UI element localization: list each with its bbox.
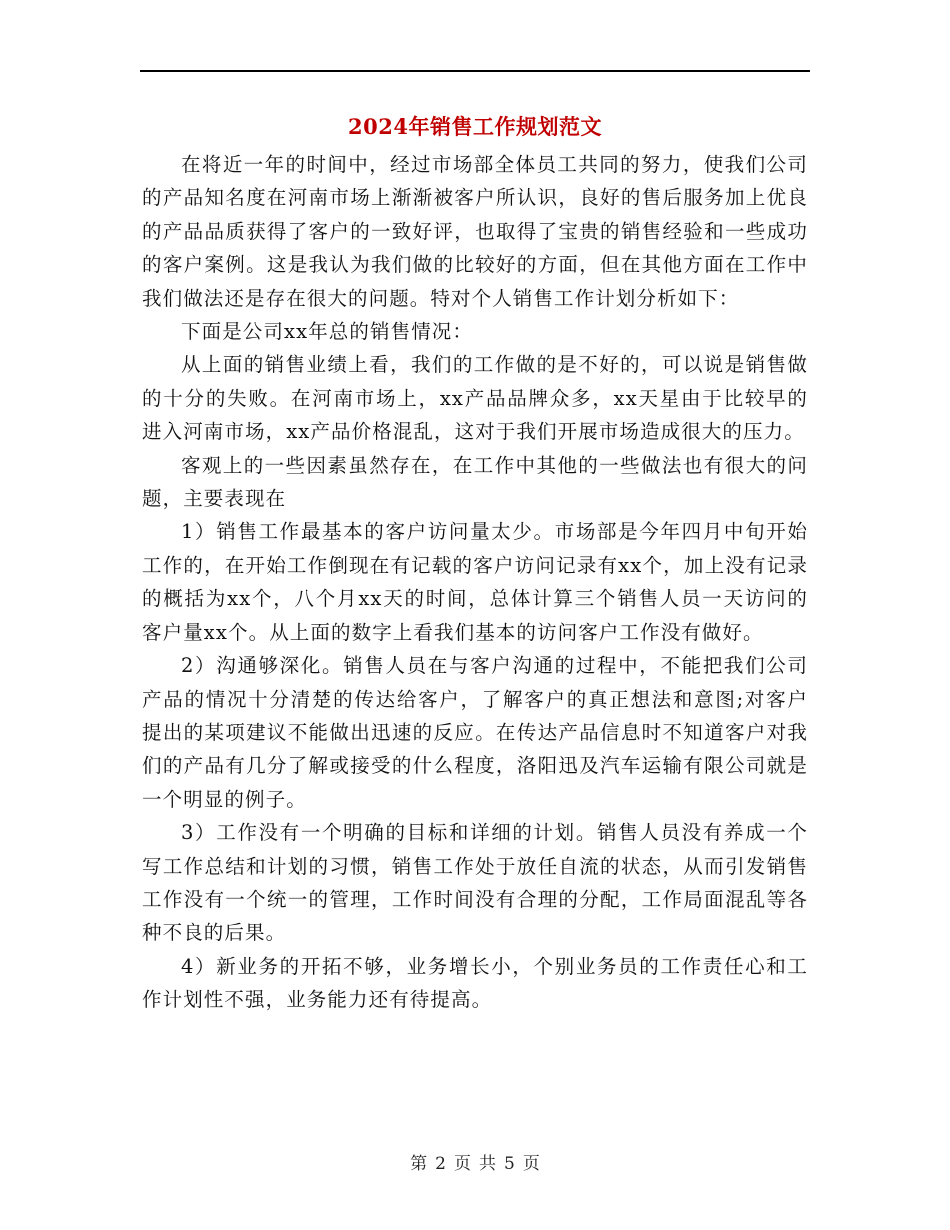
footer-page-label: 第 (410, 1154, 428, 1174)
document-title: 2024年销售工作规划范文 (348, 114, 602, 139)
paragraph-intro: 在将近一年的时间中，经过市场部全体员工共同的努力，使我们公司的产品知名度在河南市场上渐渐被客户所认识，良好的售后服务加上优良的产品品质获得了客户的一致好评，也取得了宝贵的销售经验和一些成功的客户案例。这是我认为我们做的比较好的方面，但在其他方面在工作中我们做法还是存在很大的问题。特对个人销售工作计划分析如下： (142, 153, 808, 310)
footer-page-unit: 页 (454, 1154, 471, 1174)
document-body (142, 148, 808, 1017)
header-rule (140, 70, 810, 72)
paragraph-item-2: 2）沟通够深化。销售人员在与客户沟通的过程中，不能把我们公司产品的情况十分清楚的传达给客户，了解客户的真正想法和意图;对客户提出的某项建议不能做出迅速的反应。在传达产品信息时不知道客户对我们的产品有几分了解或接受的什么程度，洛阳迅及汽车运输有限公司就是一个明显的例子。 (142, 654, 808, 811)
footer-total-pages: 5 (504, 1154, 515, 1174)
footer-total-unit: 页 (522, 1154, 540, 1174)
page-footer (0, 1152, 950, 1176)
paragraph-sales-overview: 下面是公司xx年总的销售情况： (181, 320, 473, 344)
footer-page-number: 2 (435, 1154, 446, 1174)
paragraph-problems-intro: 客观上的一些因素虽然存在，在工作中其他的一些做法也有很大的问题，主要表现在 (142, 453, 808, 511)
paragraph-performance: 从上面的销售业绩上看，我们的工作做的是不好的，可以说是销售做的十分的失败。在河南市场上，xx产品品牌众多，xx天星由于比较早的进入河南市场，xx产品价格混乱，这对于我们开展市场造成很大的压力。 (142, 353, 808, 444)
paragraph-item-1: 1）销售工作最基本的客户访问量太少。市场部是今年四月中旬开始工作的，在开始工作倒现在有记载的客户访问记录有xx个，加上没有记录的概括为xx个，八个月xx天的时间，总体计算三个销售人员一天访问的客户量xx个。从上面的数字上看我们基本的访问客户工作没有做好。 (142, 520, 808, 644)
paragraph-item-4: 4）新业务的开拓不够，业务增长小，个别业务员的工作责任心和工作计划性不强，业务能力还有待提高。 (142, 954, 808, 1012)
paragraph-item-3: 3）工作没有一个明确的目标和详细的计划。销售人员没有养成一个写工作总结和计划的习惯，销售工作处于放任自流的状态，从而引发销售工作没有一个统一的管理，工作时间没有合理的分配，工作局面混乱等各种不良的后果。 (142, 821, 808, 945)
footer-total-label: 共 (479, 1154, 496, 1174)
